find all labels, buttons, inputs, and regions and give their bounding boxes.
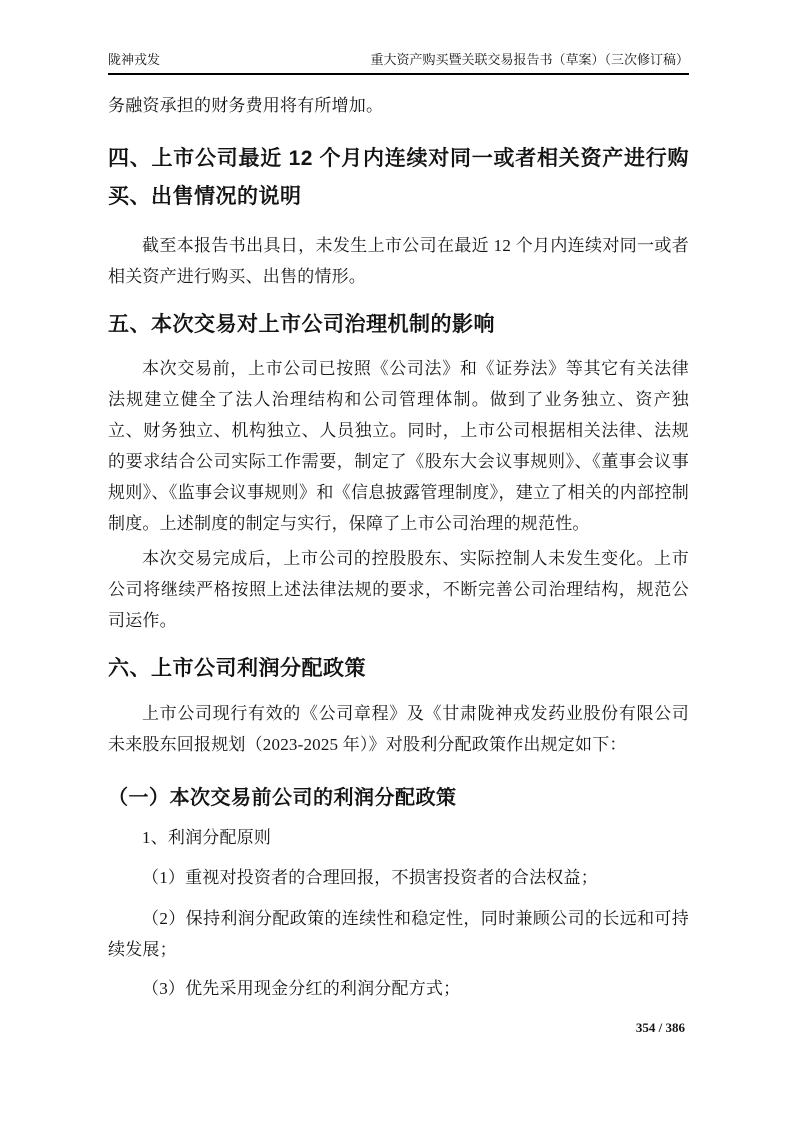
- paragraph: 截至本报告书出具日，未发生上市公司在最近 12 个月内连续对同一或者相关资产进行购买、出售的情形。: [108, 236, 689, 286]
- paragraph: 本次交易完成后，上市公司的控股股东、实际控制人未发生变化。上市公司将继续严格按照上述法律法规的要求，不断完善公司治理结构，规范公司运作。: [108, 549, 689, 630]
- list-item-1: （1）重视对投资者的合理回报，不损害投资者的合法权益；: [142, 868, 598, 887]
- paragraph: 上市公司现行有效的《公司章程》及《甘肃陇神戎发药业股份有限公司未来股东回报规划（2023-2025 年）》对股利分配政策作出规定如下：: [108, 704, 689, 754]
- section-heading-4: 四、上市公司最近 12 个月内连续对同一或者相关资产进行购买、出售情况的说明: [108, 147, 689, 208]
- paragraph-continuation: 务融资承担的财务费用将有所增加。: [108, 96, 384, 115]
- list-item-3: （3）优先采用现金分红的利润分配方式；: [142, 979, 461, 998]
- paragraph: 本次交易前，上市公司已按照《公司法》和《证券法》等其它有关法律法规建立健全了法人治理结构和公司管理体制。做到了业务独立、资产独立、财务独立、机构独立、人员独立。同时，上市公司根据相关法律、法规的要求结合公司实际工作需要，制定了《股东大会议事规则》、《董事会议事规则》、《监事会议事规则》和《信息披露管理制度》，建立了相关的内部控制制度。上述制度的制定与实行，保障了上市公司治理的规范性。: [108, 359, 689, 533]
- list-item-2: （2）保持利润分配政策的连续性和稳定性，同时兼顾公司的长远和可持续发展；: [108, 909, 689, 959]
- section-heading-5: 五、本次交易对上市公司治理机制的影响: [108, 313, 495, 336]
- header-company-name: 陇神戎发: [108, 52, 161, 67]
- section-heading-6: 六、上市公司利润分配政策: [108, 657, 366, 680]
- subsection-heading-1: （一）本次交易前公司的利润分配政策: [108, 787, 457, 809]
- list-item-principle: 1、利润分配原则: [142, 828, 272, 847]
- page-number: 354 / 386: [635, 1020, 685, 1035]
- page-header: [108, 52, 689, 75]
- header-report-title: 重大资产购买暨关联交易报告书（草案）（三次修订稿）: [370, 52, 689, 67]
